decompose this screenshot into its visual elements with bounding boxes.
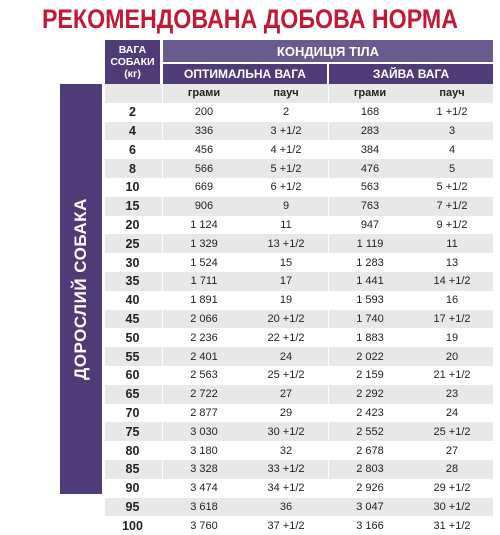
- over-grams-cell: 947: [360, 218, 380, 231]
- optimal-pouch-cell: 24: [279, 350, 293, 363]
- optimal-pouch-cell: 37 +1/2: [267, 519, 305, 532]
- optimal-grams-cell: 566: [194, 162, 214, 175]
- optimal-grams-cell: 456: [194, 143, 214, 156]
- over-grams-cell: 384: [360, 143, 380, 156]
- over-grams-cell: 1 593: [356, 294, 384, 307]
- optimal-grams-cell: 3 328: [190, 463, 218, 476]
- dog-weight-cell: 65: [125, 387, 140, 402]
- dog-weight-cell: 45: [125, 311, 140, 326]
- body-condition-header: КОНДИЦІЯ ТІЛА: [163, 40, 493, 62]
- optimal-grams-cell: 2 563: [190, 369, 218, 382]
- over-pouch-cell: 1 +1/2: [436, 106, 468, 119]
- over-grams-cell: 1 119: [356, 237, 384, 250]
- over-pouch-cell: 23: [445, 388, 459, 401]
- optimal-pouch-cell: 13 +1/2: [267, 237, 305, 250]
- optimal-grams-cell: 1 711: [190, 275, 218, 288]
- over-pouch-header: пауч: [439, 87, 465, 100]
- dog-weight-header-line1: ВАГА: [118, 44, 147, 56]
- over-pouch-cell: 7 +1/2: [436, 200, 468, 213]
- over-pouch-cell: 19: [445, 331, 459, 344]
- over-grams-cell: 2 292: [356, 388, 384, 401]
- optimal-grams-cell: 1 124: [190, 218, 218, 231]
- dog-weight-cell: 70: [125, 405, 140, 420]
- overweight-header: ЗАЙВА ВАГА: [329, 64, 493, 84]
- over-grams-cell: 1 740: [356, 312, 384, 325]
- over-pouch-cell: 11: [446, 237, 458, 250]
- optimal-pouch-cell: 15: [279, 256, 293, 269]
- over-pouch-cell: 29 +1/2: [433, 482, 471, 495]
- optimal-grams-cell: 2 066: [190, 312, 218, 325]
- optimal-grams-cell: 3 180: [190, 444, 218, 457]
- optimal-pouch-header: пауч: [273, 87, 299, 100]
- optimal-pouch-cell: 22 +1/2: [267, 331, 305, 344]
- optimal-pouch-cell: 25 +1/2: [267, 369, 305, 382]
- dog-weight-cell: 8: [129, 161, 136, 176]
- dog-weight-header: [105, 40, 160, 84]
- dog-weight-cell: 35: [125, 274, 140, 289]
- over-grams-cell: 2 022: [356, 350, 384, 363]
- optimal-pouch-cell: 32: [279, 444, 293, 457]
- dog-weight-cell: 80: [125, 443, 140, 458]
- over-grams-cell: 2 678: [356, 444, 384, 457]
- optimal-pouch-cell: 5 +1/2: [270, 162, 302, 175]
- optimal-grams-cell: 2 236: [190, 331, 218, 344]
- over-pouch-cell: 9 +1/2: [436, 218, 468, 231]
- over-grams-cell: 563: [360, 181, 380, 194]
- dog-weight-header-line3: (кг): [124, 68, 141, 80]
- over-pouch-cell: 5 +1/2: [436, 181, 468, 194]
- over-grams-cell: 763: [360, 200, 380, 213]
- dog-weight-cell: 10: [125, 180, 140, 195]
- over-pouch-cell: 5: [448, 162, 456, 175]
- optimal-grams-header: грами: [187, 87, 221, 100]
- over-grams-header: грами: [353, 87, 387, 100]
- optimal-grams-cell: 3 618: [190, 500, 218, 513]
- optimal-pouch-cell: 9: [282, 200, 290, 213]
- optimal-pouch-cell: 2: [282, 106, 290, 119]
- dog-weight-cell: 30: [125, 255, 140, 270]
- optimal-grams-cell: 2 401: [190, 350, 218, 363]
- over-grams-cell: 2 926: [356, 482, 384, 495]
- optimal-grams-cell: 3 030: [190, 425, 218, 438]
- optimal-pouch-cell: 27: [279, 388, 293, 401]
- over-grams-cell: 1 883: [356, 331, 384, 344]
- dog-weight-header-line2: СОБАКИ: [110, 56, 155, 68]
- dog-weight-cell: 4: [129, 123, 136, 138]
- optimal-grams-cell: 906: [194, 200, 214, 213]
- optimal-pouch-cell: 36: [279, 500, 293, 513]
- over-grams-cell: 3 047: [356, 500, 384, 513]
- page-title: РЕКОМЕНДОВАНА ДОБОВА НОРМА: [41, 4, 459, 34]
- dog-weight-cell: 15: [125, 199, 140, 214]
- adult-dog-label: ДОРОСЛИЙ СОБАКА: [71, 198, 90, 380]
- optimal-pouch-cell: 11: [280, 218, 292, 231]
- over-pouch-cell: 13: [445, 256, 459, 269]
- over-grams-cell: 283: [360, 124, 380, 137]
- optimal-pouch-cell: 17: [279, 275, 293, 288]
- column-divider: [162, 84, 163, 494]
- optimal-pouch-cell: 19: [279, 294, 293, 307]
- over-pouch-cell: 25 +1/2: [433, 425, 471, 438]
- optimal-pouch-cell: 3 +1/2: [270, 124, 302, 137]
- over-pouch-cell: 24: [445, 406, 459, 419]
- adult-dog-side-band: [60, 84, 102, 494]
- dog-weight-cell: 2: [129, 105, 136, 120]
- optimal-pouch-cell: 6 +1/2: [270, 181, 302, 194]
- dog-weight-cell: 50: [125, 330, 140, 345]
- over-grams-cell: 476: [360, 162, 380, 175]
- dog-weight-cell: 25: [125, 236, 140, 251]
- optimal-grams-cell: 2 877: [190, 406, 218, 419]
- dog-weight-cell: 95: [125, 499, 140, 514]
- over-grams-cell: 2 552: [356, 425, 384, 438]
- over-pouch-cell: 27: [445, 444, 459, 457]
- optimal-pouch-cell: 30 +1/2: [267, 425, 305, 438]
- over-pouch-cell: 3: [448, 124, 456, 137]
- over-pouch-cell: 16: [445, 294, 459, 307]
- over-pouch-cell: 30 +1/2: [433, 500, 471, 513]
- optimal-grams-cell: 1 329: [190, 237, 218, 250]
- optimal-grams-cell: 669: [194, 181, 214, 194]
- over-pouch-cell: 14 +1/2: [433, 275, 471, 288]
- over-pouch-cell: 21 +1/2: [433, 369, 471, 382]
- over-pouch-cell: 4: [448, 143, 456, 156]
- optimal-grams-cell: 2 722: [190, 388, 218, 401]
- over-pouch-cell: 28: [445, 463, 459, 476]
- over-grams-cell: 168: [360, 106, 380, 119]
- over-grams-cell: 2 423: [356, 406, 384, 419]
- over-grams-cell: 2 159: [356, 369, 384, 382]
- over-pouch-cell: 31 +1/2: [433, 519, 471, 532]
- over-grams-cell: 1 283: [356, 256, 384, 269]
- dog-weight-cell: 90: [125, 481, 140, 496]
- dog-weight-cell: 75: [125, 424, 140, 439]
- optimal-pouch-cell: 20 +1/2: [267, 312, 305, 325]
- optimal-weight-header: ОПТИМАЛЬНА ВАГА: [163, 64, 327, 84]
- optimal-grams-cell: 1 524: [190, 256, 218, 269]
- over-grams-cell: 1 441: [356, 275, 384, 288]
- optimal-grams-cell: 3 760: [190, 519, 218, 532]
- optimal-pouch-cell: 34 +1/2: [267, 482, 305, 495]
- optimal-pouch-cell: 33 +1/2: [267, 463, 305, 476]
- dog-weight-cell: 40: [125, 293, 140, 308]
- optimal-grams-cell: 200: [194, 106, 214, 119]
- over-grams-cell: 3 166: [356, 519, 384, 532]
- optimal-grams-cell: 1 891: [190, 294, 218, 307]
- dog-weight-cell: 20: [125, 217, 140, 232]
- optimal-pouch-cell: 4 +1/2: [270, 143, 302, 156]
- column-divider: [328, 84, 329, 494]
- over-pouch-cell: 17 +1/2: [433, 312, 471, 325]
- dog-weight-cell: 100: [122, 518, 143, 533]
- optimal-pouch-cell: 29: [279, 406, 293, 419]
- optimal-grams-cell: 336: [194, 124, 214, 137]
- optimal-grams-cell: 3 474: [190, 482, 218, 495]
- dog-weight-cell: 60: [125, 368, 140, 383]
- dog-weight-cell: 55: [125, 349, 140, 364]
- over-pouch-cell: 20: [445, 350, 459, 363]
- over-grams-cell: 2 803: [356, 463, 384, 476]
- dog-weight-cell: 6: [129, 142, 136, 157]
- dog-weight-cell: 85: [125, 462, 140, 477]
